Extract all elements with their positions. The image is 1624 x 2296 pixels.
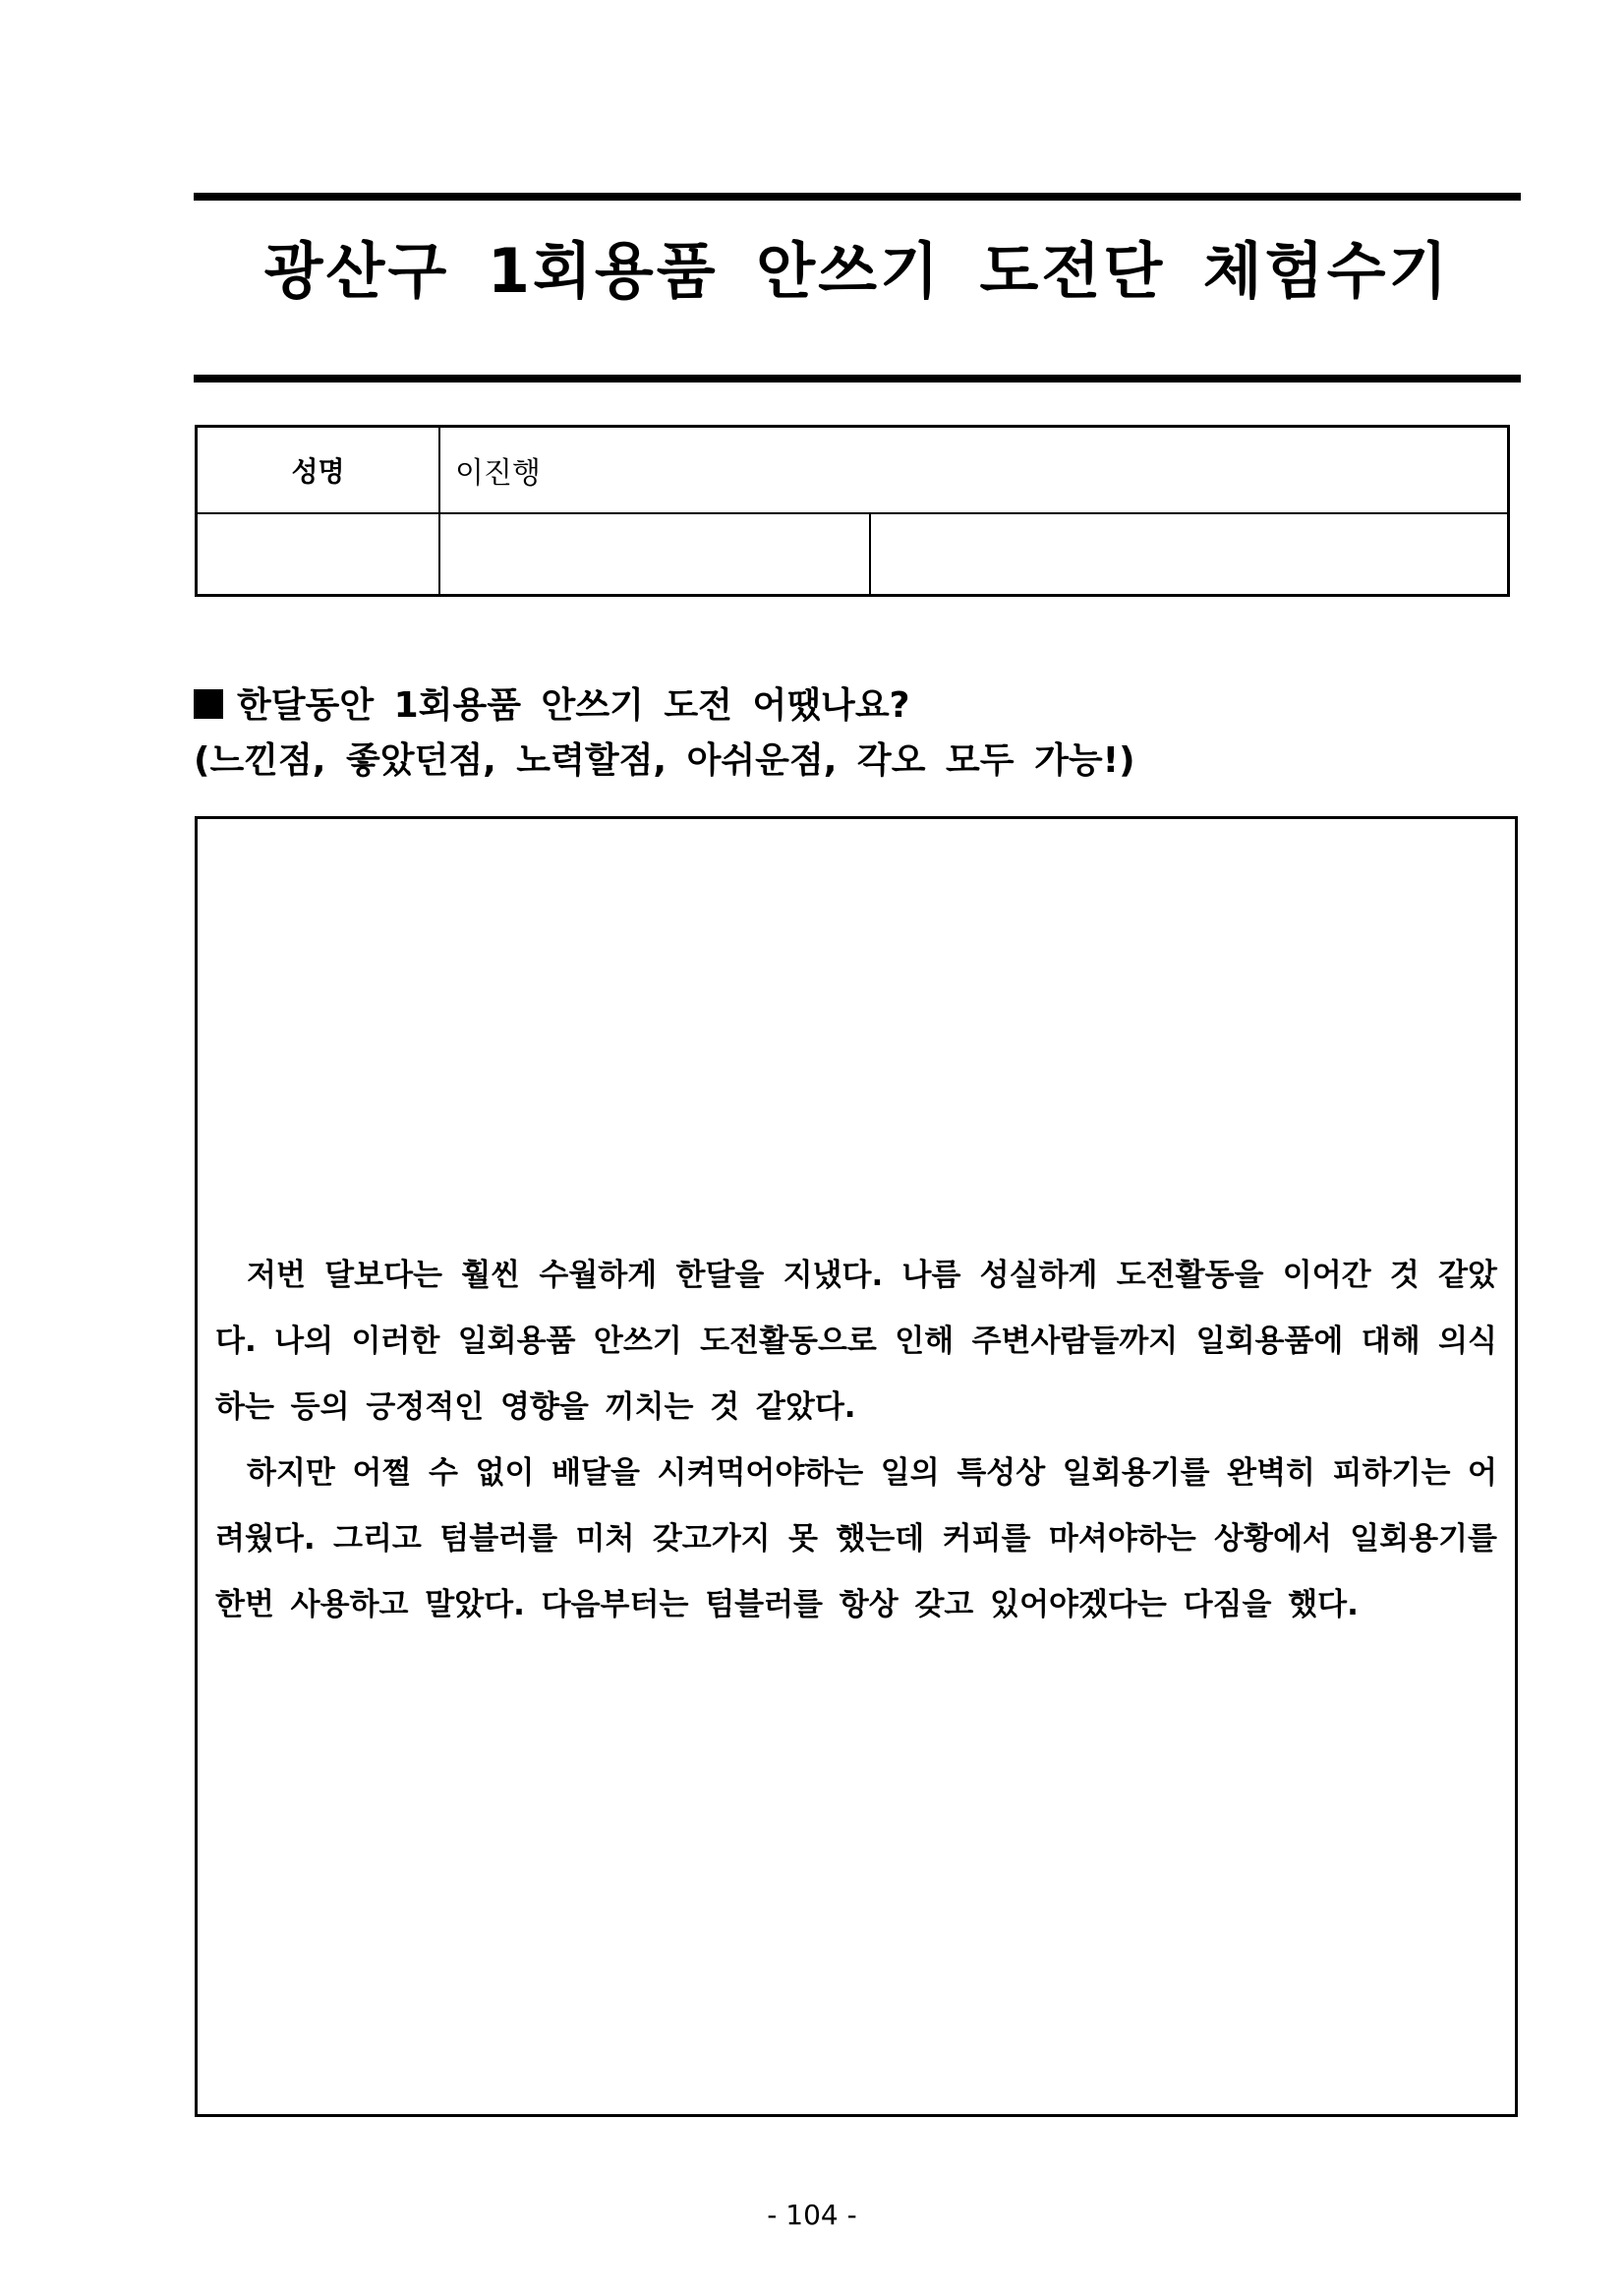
square-bullet-icon bbox=[194, 689, 223, 719]
info-table bbox=[195, 425, 1510, 597]
document-title: 광산구 1회용품 안쓰기 도전단 체험수기 bbox=[263, 235, 1451, 307]
table-column-divider bbox=[438, 428, 440, 594]
question-text: 한달동안 1회용품 안쓰기 도전 어땠나요? bbox=[237, 685, 910, 726]
answer-box bbox=[195, 816, 1518, 2117]
question-heading bbox=[194, 678, 1135, 789]
title-bottom-rule bbox=[194, 375, 1521, 383]
table-column-divider-2 bbox=[869, 513, 871, 594]
name-value: 이진행 bbox=[455, 456, 541, 491]
answer-paragraph-1: 저번 달보다는 훨씬 수월하게 한달을 지냈다. 나름 성실하게 도전활동을 이어간 것 같았다. 나의 이러한 일회용품 안쓰기 도전활동으로 인해 주변사람들까지 일회용품에 대해 의식하는 등의 긍정적인 영향을 끼치는 것 같았다. bbox=[215, 1258, 1497, 1425]
page-number: - 104 - bbox=[767, 2199, 857, 2231]
title-top-rule bbox=[194, 193, 1521, 201]
answer-paragraph-2: 하지만 어쩔 수 없이 배달을 시켜먹어야하는 일의 특성상 일회용기를 완벽히 피하기는 어려웠다. 그리고 텀블러를 미처 갖고가지 못 했는데 커피를 마셔야하는 상황에서 일회용기를 한번 사용하고 말았다. 다음부터는 텀블러를 항상 갖고 있어야겠다는 다짐을 했다. bbox=[215, 1455, 1497, 1622]
question-line-2: (느낀점, 좋았던점, 노력할점, 아쉬운점, 각오 모두 가능!) bbox=[194, 740, 1135, 781]
name-label: 성명 bbox=[291, 455, 345, 488]
table-row-divider bbox=[198, 512, 1507, 514]
answer-text bbox=[215, 1243, 1497, 1638]
question-line-1 bbox=[194, 678, 1135, 734]
